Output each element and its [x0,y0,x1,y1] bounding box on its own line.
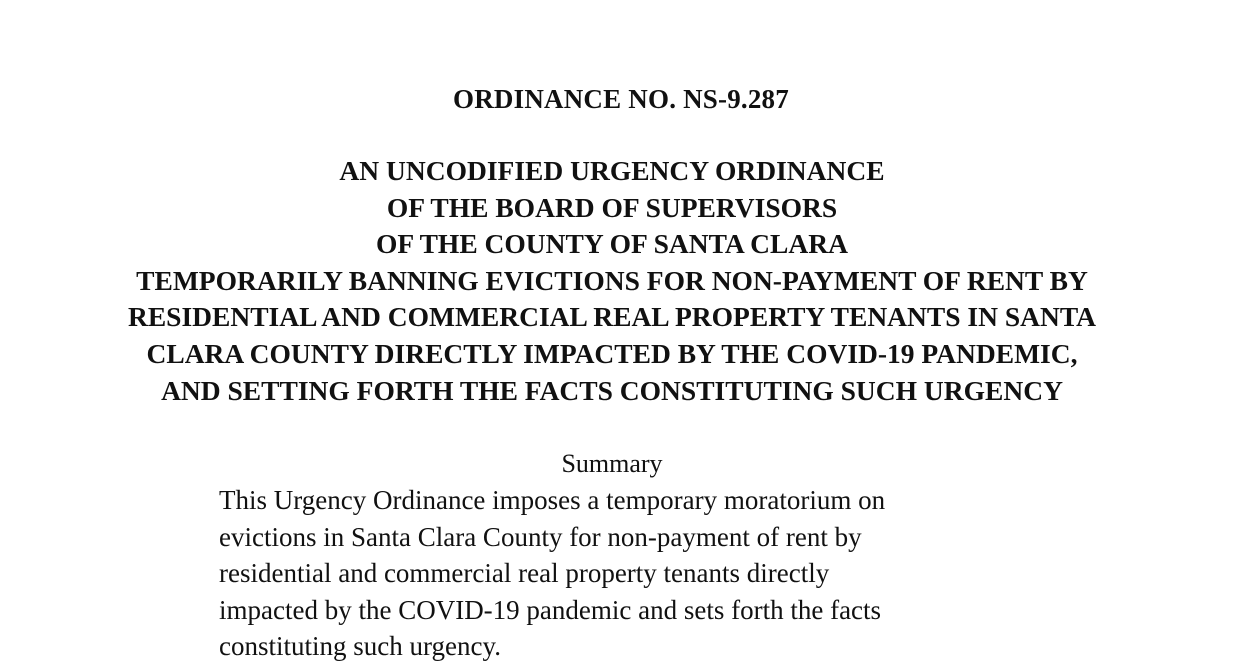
summary-line: evictions in Santa Clara County for non-payment of rent by [219,521,862,552]
title-line: AND SETTING FORTH THE FACTS CONSTITUTING SUCH URGENCY [161,374,1063,406]
title-line: TEMPORARILY BANNING EVICTIONS FOR NON-PAYMENT OF RENT BY [136,264,1088,296]
ordinance-title [0,153,1224,409]
ordinance-number: ORDINANCE NO. NS-9.287 [453,84,789,114]
summary-heading: Summary [561,449,663,478]
title-line: OF THE BOARD OF SUPERVISORS [386,191,838,223]
summary-line: impacted by the COVID-19 pandemic and sets forth the facts [219,594,882,625]
title-line: OF THE COUNTY OF SANTA CLARA [376,228,848,260]
summary-line: This Urgency Ordinance imposes a temporary moratorium on [219,485,886,515]
summary-body [219,482,1019,665]
title-line: CLARA COUNTY DIRECTLY IMPACTED BY THE COVID-19 PANDEMIC, [146,337,1078,369]
title-line: AN UNCODIFIED URGENCY ORDINANCE [339,155,885,186]
title-line: RESIDENTIAL AND COMMERCIAL REAL PROPERTY TENANTS IN SANTA [127,301,1097,333]
summary-line: residential and commercial real property tenants directly [219,558,830,589]
summary-line: constituting such urgency. [219,631,501,662]
